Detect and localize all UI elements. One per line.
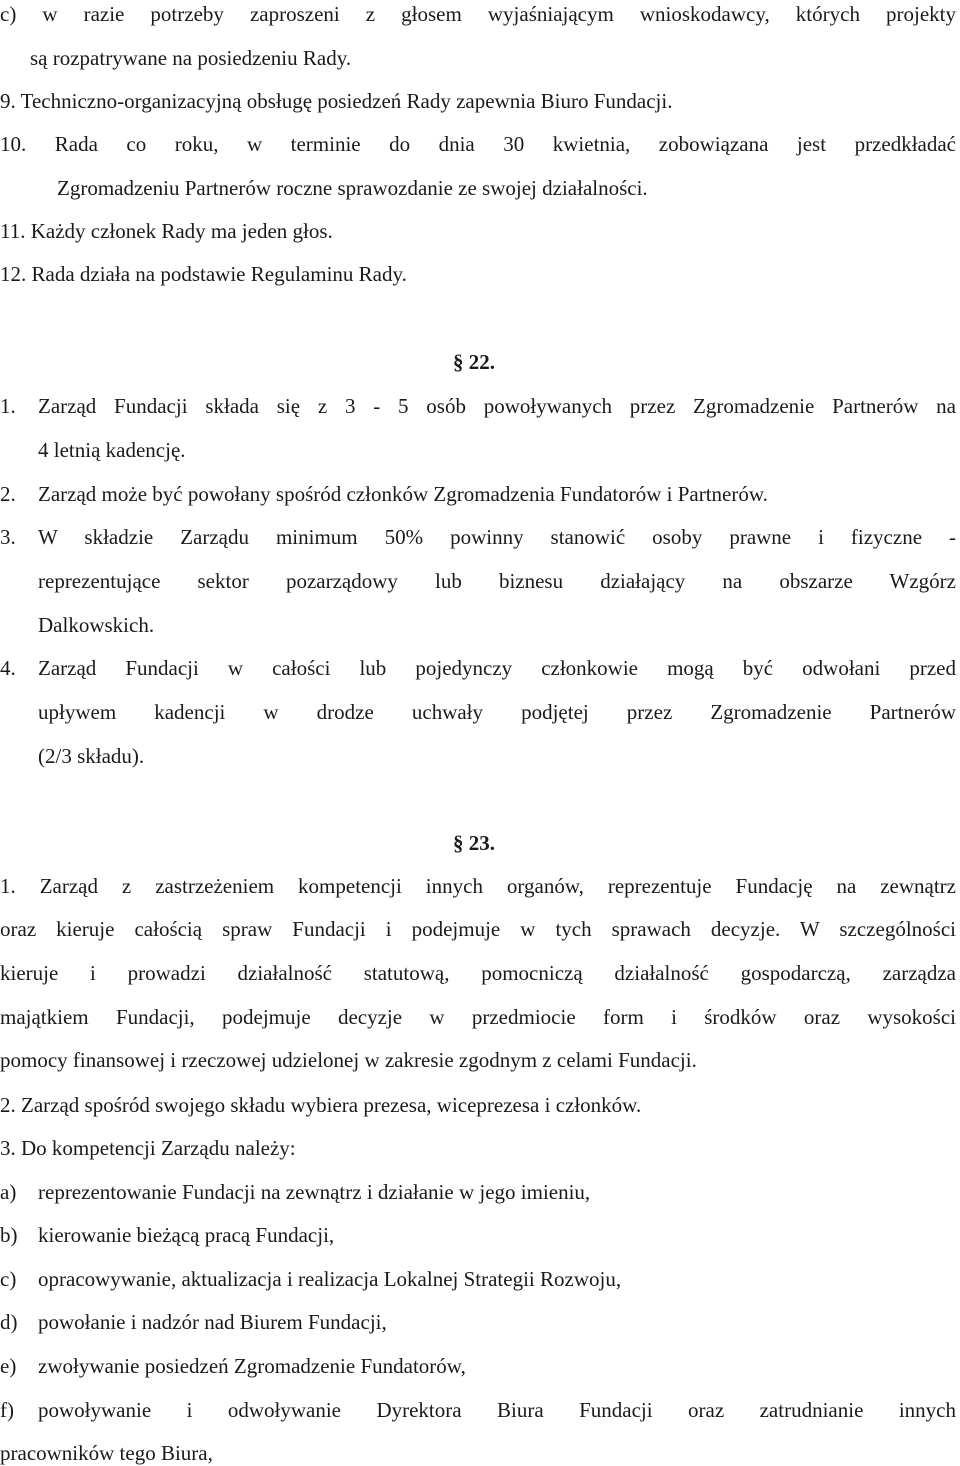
s23-p2: 2. Zarząd spośród swojego składu wybiera prezesa, wiceprezesa i członków.	[0, 1093, 642, 1117]
paragraph-9: 9. Techniczno-organizacyjną obsługę posiedzeń Rady zapewnia Biuro Fundacji.	[0, 89, 673, 113]
paragraph-10-line-2: Zgromadzeniu Partnerów roczne sprawozdanie ze swojej działalności.	[57, 176, 648, 200]
s23-item-f-text: powoływanie i odwoływanie Dyrektora Biura Fundacji oraz zatrudnianie innych	[38, 1398, 956, 1422]
s22-p3-line-3: Dalkowskich.	[38, 613, 155, 637]
s23-p1-line-3: kieruje i prowadzi działalność statutową, pomocniczą działalność gospodarczą, zarządza	[0, 961, 956, 985]
s23-p1-line-4: majątkiem Fundacji, podejmuje decyzje w przedmiocie form i środków oraz wysokości	[0, 1005, 956, 1029]
s22-p2-line-1: Zarząd może być powołany spośród członków Zgromadzenia Fundatorów i Partnerów.	[38, 482, 768, 506]
s23-item-c-text: opracowywanie, aktualizacja i realizacja Lokalnej Strategii Rozwoju,	[38, 1267, 622, 1291]
s23-item-d-label: d)	[0, 1310, 18, 1334]
s22-p3-number: 3.	[0, 525, 16, 549]
s22-p1-line-2: 4 letnią kadencję.	[38, 438, 186, 462]
paragraph-c-line-2: są rozpatrywane na posiedzeniu Rady.	[30, 46, 352, 70]
paragraph-12: 12. Rada działa na podstawie Regulaminu Rady.	[0, 262, 407, 286]
paragraph-11: 11. Każdy członek Rady ma jeden głos.	[0, 219, 333, 243]
s23-item-e-label: e)	[0, 1354, 17, 1378]
section-22-heading: § 22.	[453, 350, 495, 374]
s22-p1-line-1: Zarząd Fundacji składa się z 3 - 5 osób powoływanych przez Zgromadzenie Partnerów na	[38, 394, 956, 418]
s23-item-b-text: kierowanie bieżącą pracą Fundacji,	[38, 1223, 335, 1247]
s23-item-a-text: reprezentowanie Fundacji na zewnątrz i działanie w jego imieniu,	[38, 1180, 591, 1204]
s23-p1-line-2: oraz kieruje całością spraw Fundacji i podejmuje w tych sprawach decyzje. W szczególności	[0, 917, 956, 941]
s23-item-e-text: zwoływanie posiedzeń Zgromadzenie Fundatorów,	[38, 1354, 466, 1378]
s22-p4-number: 4.	[0, 656, 16, 680]
paragraph-10-line-1: 10. Rada co roku, w terminie do dnia 30 kwietnia, zobowiązana jest przedkładać	[0, 132, 956, 156]
section-23-heading: § 23.	[453, 831, 495, 855]
s23-item-d-text: powołanie i nadzór nad Biurem Fundacji,	[38, 1310, 387, 1334]
s22-p2-number: 2.	[0, 482, 16, 506]
s22-p3-line-2: reprezentujące sektor pozarządowy lub biznesu działający na obszarze Wzgórz	[38, 569, 956, 593]
s23-item-f-line-2: pracowników tego Biura,	[0, 1441, 213, 1465]
s22-p4-line-1: Zarząd Fundacji w całości lub pojedynczy członkowie mogą być odwołani przed	[38, 656, 956, 680]
s23-item-a-label: a)	[0, 1180, 17, 1204]
s22-p1-number: 1.	[0, 394, 16, 418]
s23-p3: 3. Do kompetencji Zarządu należy:	[0, 1136, 296, 1160]
s23-p1-line-5: pomocy finansowej i rzeczowej udzielonej w zakresie zgodnym z celami Fundacji.	[0, 1048, 697, 1072]
s23-item-c-label: c)	[0, 1267, 17, 1291]
s22-p4-line-2: upływem kadencji w drodze uchwały podjętej przez Zgromadzenie Partnerów	[38, 700, 956, 724]
s22-p3-line-1: W składzie Zarządu minimum 50% powinny stanowić osoby prawne i fizyczne -	[38, 525, 956, 549]
paragraph-c-line-1: c) w razie potrzeby zaproszeni z głosem wyjaśniającym wnioskodawcy, których projekty	[0, 2, 956, 26]
s22-p4-line-3: (2/3 składu).	[38, 744, 145, 768]
s23-item-b-label: b)	[0, 1223, 18, 1247]
s23-p1-line-1: 1. Zarząd z zastrzeżeniem kompetencji innych organów, reprezentuje Fundację na zewnątrz	[0, 874, 956, 898]
s23-item-f-label: f)	[0, 1398, 14, 1422]
